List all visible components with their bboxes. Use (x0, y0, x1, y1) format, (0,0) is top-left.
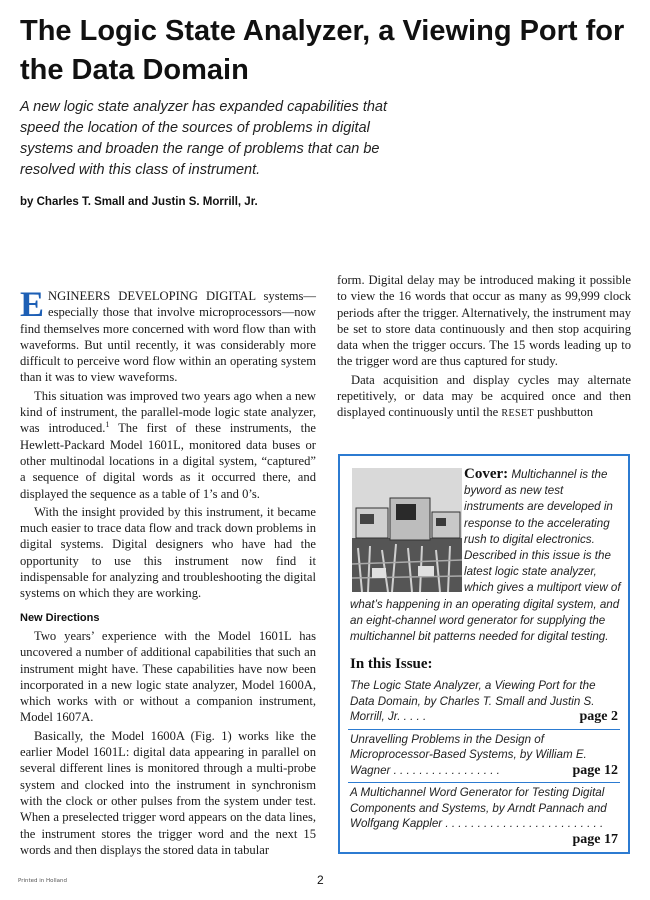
in-this-issue-heading: In this Issue: (350, 656, 433, 672)
article-byline: by Charles T. Small and Justin S. Morrill, Jr. (20, 196, 258, 208)
footnote-ref: 1 (105, 420, 110, 430)
paragraph-2: This situation was improved two years ago when a new kind of instrument, the parallel-mode logic state analyzer, was introduced.$^1$ The first of these instruments, the Hewlett-Packard Model 1601L, monitored data buses or other multinodal locations in a digital system, “captured” a sequence of digital words as it occurred there, and displayed the sequence as a table of 1’s and 0’s. (20, 388, 316, 501)
cover-description: Cover: Multichannel is the byword as new test instruments are developed in response to the accelerating rush to digital electronics. Described in this issue is the latest logic state analyzer, which gives a multiport view of what’s happening in an operating digital system, and an eight-channel word generator for supplying the multichannel bit patterns needed for digital testing. (350, 466, 621, 644)
toc-page-number: page 17 (572, 831, 618, 847)
article-column-left (20, 284, 316, 860)
toc-entry[interactable]: Unravelling Problems in the Design of Microprocessor-Based Systems, by William E. Wagner . . . . . . . . . . . . . . . . . page 12 (348, 730, 620, 784)
section-heading: New Directions (20, 611, 100, 624)
page-number: 2 (317, 873, 324, 887)
table-of-contents (348, 676, 620, 847)
toc-entry[interactable]: The Logic State Analyzer, a Viewing Port for the Data Domain, by Charles T. Small and Justin S. Morrill, Jr. . . . . page 2 (348, 676, 620, 730)
toc-page-number: page 2 (579, 709, 618, 724)
cover-and-contents-box (338, 454, 630, 854)
drop-cap: E (20, 284, 45, 324)
paragraph-3: With the insight provided by this instrument, it became much easier to trace data flow and track down problems in digital systems. Digital designers who have had the opportunity to use this instrument now find it indispensable for analyzing and troubleshooting the digital systems on which they are working. (20, 504, 316, 601)
toc-entry[interactable]: A Multichannel Word Generator for Testing Digital Components and Systems, by Arndt Pannach and Wolfgang Kappler . . . . . . . . . . . . . . . . . . . . . . . . . page 17 (350, 786, 618, 847)
printed-in-note: Printed in Holland (18, 878, 67, 884)
article-title: The Logic State Analyzer, a Viewing Port for the Data Domain (20, 15, 625, 86)
article-column-right (337, 272, 631, 425)
paragraph-5: Basically, the Model 1600A (Fig. 1) works like the earlier Model 1601L: digital data appearing in parallel on several different lines is monitored through a multi-probe system and clocked into the instrument in synchronism with the clock or other pulses from the system under test. When a preselected trigger word appears on the data lines, the instrument stores the trigger word and the next 15 words and then displays the stored data in tabular (20, 728, 316, 857)
paragraph-4: Two years’ experience with the Model 1601L has uncovered a number of additional capabilities that such an instrument might have. These capabilities have now been incorporated in a new logic state analyzer, Model 1600A, which works with or without a companion instrument, Model 1607A. (20, 628, 316, 725)
reset-text: RESET (501, 408, 534, 420)
paragraph-1: ENGINEERS DEVELOPING DIGITAL systems—especially those that involve microprocessors—now find themselves more concerned with word flow than with waveforms. But until recently, it was considerably more difficult to perceive word flow within an operating system than it was to view waveforms. (20, 284, 316, 385)
paragraph-7: Data acquisition and display cycles may alternate repetitively, or data may be acquired once and then displayed continuously until the RESET pushbutton (337, 372, 631, 420)
article-subtitle: A new logic state analyzer has expanded capabilities that speed the location of the sources of problems in digital systems and broaden the range of problems that can be resolved with this class of instrument. (20, 99, 388, 178)
toc-page-number: page 12 (572, 762, 618, 778)
cover-label: Cover: (464, 466, 509, 482)
paragraph-6: form. Digital delay may be introduced making it possible to view the 16 words that occur as many as 99,999 clock periods after the trigger. Alternatively, the instrument may be set to store data continuously and then stop acquiring data when the trigger occurs. The 15 words leading up to the trigger word are thus captured for study. (337, 273, 631, 369)
